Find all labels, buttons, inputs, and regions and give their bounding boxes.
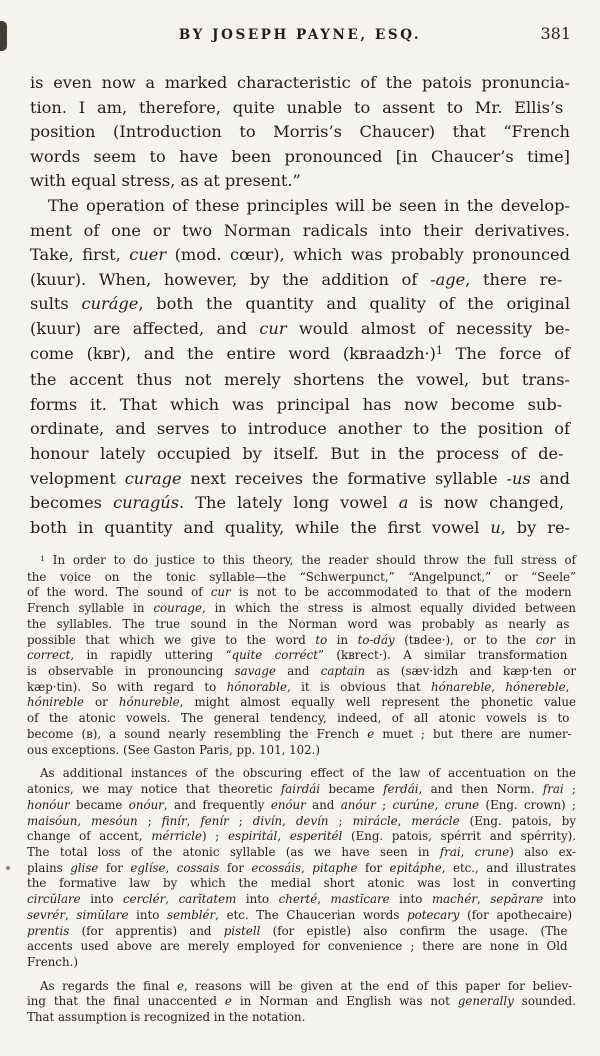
text-run: forms it. That which was principal has now become sub- xyxy=(30,394,563,414)
text-run: ecossáis xyxy=(251,860,302,875)
text-line xyxy=(27,601,576,617)
text-run: quite corréct xyxy=(231,648,318,663)
text-run: the voice on the tonic syllable—the “Schwerpunct,” “Angelpunct,” or “Seele” xyxy=(27,569,576,584)
text-line-content xyxy=(30,518,570,537)
text-line xyxy=(27,908,576,924)
text-line xyxy=(27,743,576,759)
text-run: a xyxy=(398,493,409,513)
text-line-content xyxy=(27,876,576,890)
text-run: ; xyxy=(137,813,162,828)
text-line xyxy=(27,1010,576,1026)
text-run: become (ʙ), a sound nearly resembling the French xyxy=(27,726,368,741)
text-run: (for apothecaire) xyxy=(459,907,573,922)
text-line xyxy=(27,845,576,861)
text-run: e xyxy=(367,726,375,741)
text-run: for xyxy=(357,860,390,875)
text-run: hónereble xyxy=(505,679,566,694)
text-run: sounded. xyxy=(513,994,576,1009)
text-run: ous exceptions. (See Gaston Paris, pp. 101, 102.) xyxy=(27,742,321,757)
text-run: cerclér xyxy=(123,892,166,907)
text-line xyxy=(27,861,576,877)
text-line-content xyxy=(30,395,562,414)
text-run: machér xyxy=(431,892,477,907)
text-run: enóur xyxy=(270,797,306,812)
text-line xyxy=(27,798,576,814)
text-run: The operation of these principles will be seen in the develop- xyxy=(48,195,570,215)
text-line-content xyxy=(27,924,568,938)
text-line xyxy=(30,317,570,342)
text-run: as (sæv·idzh and kæp·ten or xyxy=(365,664,576,679)
text-run: , xyxy=(317,892,331,907)
text-run: the accent thus not merely shortens the vowel, but trans- xyxy=(30,370,570,390)
text-run: frai xyxy=(439,844,461,859)
text-run: anóur xyxy=(340,797,376,812)
text-run: , xyxy=(397,813,412,828)
text-run: , might almost equally well represent the phonetic value xyxy=(179,695,576,710)
text-run: curáge xyxy=(81,294,139,314)
text-line xyxy=(27,782,576,798)
text-line xyxy=(27,664,576,680)
text-run: tion. I am, therefore, quite unable to assent to Mr. Ellis’s xyxy=(30,97,564,117)
text-run: , xyxy=(165,892,179,907)
text-line xyxy=(27,617,576,633)
text-run: ; xyxy=(375,797,393,812)
text-run: devín xyxy=(295,813,329,828)
text-run: epitáphe xyxy=(389,860,442,875)
text-run: , xyxy=(434,797,445,812)
text-line-content xyxy=(27,861,576,875)
text-line xyxy=(30,120,570,145)
text-run: of the word. The sound of xyxy=(27,585,211,600)
text-run: Take, first, xyxy=(30,245,130,265)
text-run: sevrér xyxy=(27,907,65,922)
text-run: , xyxy=(64,907,77,922)
text-run: -us xyxy=(506,468,531,488)
text-line-content xyxy=(27,617,569,631)
paragraph xyxy=(27,766,576,970)
text-line-content xyxy=(30,122,570,141)
paragraph xyxy=(27,979,576,1026)
text-run: is observable in pronouncing xyxy=(27,664,235,679)
text-line xyxy=(30,145,570,170)
running-title: BY JOSEPH PAYNE, ESQ. xyxy=(178,27,422,43)
text-run: ) ; xyxy=(201,829,228,844)
text-run: would almost of necessity be- xyxy=(286,318,570,338)
text-line-content xyxy=(27,798,576,812)
text-run: (Eng. patois, spérrit and spérrity). xyxy=(342,829,577,844)
text-run: ) also ex- xyxy=(509,844,576,859)
text-run: or xyxy=(84,695,119,710)
text-run: , both the quantity and quality of the original xyxy=(138,294,570,314)
text-run: the syllables. The true sound in the Norman word was probably as nearly as xyxy=(27,616,570,631)
text-run: became xyxy=(320,782,384,797)
text-line-content xyxy=(27,727,572,741)
text-line xyxy=(30,194,570,219)
page-number: 381 xyxy=(540,24,571,43)
text-line-content xyxy=(27,633,576,647)
text-line-content xyxy=(27,814,576,828)
text-run: in Norman and English was not xyxy=(231,994,458,1009)
text-run: ment of one or two Norman radicals into their derivatives. xyxy=(30,220,570,240)
text-run: , etc. The Chaucerian words xyxy=(215,907,408,922)
text-line xyxy=(30,169,570,194)
text-run: fenír xyxy=(200,813,229,828)
text-run: mirácle xyxy=(352,813,398,828)
text-run: kæp·tin). So with regard to xyxy=(27,679,227,694)
text-run: into xyxy=(128,907,167,922)
text-run: 1 xyxy=(40,553,45,563)
text-run: . The lately long vowel xyxy=(179,493,399,513)
text-line xyxy=(27,829,576,845)
text-run: ” (kʙrect·). A similar transformation xyxy=(317,648,568,663)
text-run: into xyxy=(389,892,432,907)
text-run: for xyxy=(219,860,252,875)
text-run: crune xyxy=(444,797,480,812)
text-run: prentis xyxy=(27,923,70,938)
text-run: into xyxy=(80,892,123,907)
text-line-content xyxy=(27,711,569,725)
text-run: velopment xyxy=(30,468,125,488)
text-run: (kuur). When, however, by the addition of xyxy=(30,269,431,289)
text-line xyxy=(30,368,570,393)
text-line xyxy=(30,243,570,268)
text-run: fairdái xyxy=(280,782,321,797)
text-line-content xyxy=(40,766,576,780)
text-run: hónureble xyxy=(118,695,180,710)
text-run: , xyxy=(460,844,475,859)
text-line-content xyxy=(40,979,572,993)
text-run: with equal stress, as at present.” xyxy=(30,171,301,191)
text-run: simŭlare xyxy=(76,907,129,922)
text-run: (Eng. crown) ; xyxy=(479,797,577,812)
text-run: hónireble xyxy=(27,695,84,710)
text-line-content xyxy=(48,196,570,215)
text-line xyxy=(27,680,576,696)
text-line xyxy=(30,417,570,442)
text-run: accents used above are merely employed for convenience ; there are none in Old xyxy=(27,939,568,954)
text-line xyxy=(27,814,576,830)
text-run: frai xyxy=(542,782,564,797)
text-run: atonics, we may notice that theoretic xyxy=(27,782,281,797)
text-run: ferdái xyxy=(383,782,419,797)
text-line-content xyxy=(27,695,576,709)
text-run: pistell xyxy=(223,923,261,938)
text-run: change of accent, xyxy=(27,829,152,844)
text-line xyxy=(27,892,576,908)
text-line-content xyxy=(30,444,564,463)
text-line-content xyxy=(27,782,576,796)
text-run: is now changed, xyxy=(408,493,565,513)
text-line-content xyxy=(30,245,570,264)
text-line-content xyxy=(30,370,570,389)
text-run: into xyxy=(543,892,577,907)
text-line-content xyxy=(30,221,570,240)
text-run: cuer xyxy=(129,245,167,265)
text-run: cossais xyxy=(176,860,220,875)
text-run: in xyxy=(555,632,577,647)
text-line xyxy=(30,342,570,369)
text-line xyxy=(30,219,570,244)
text-line-content xyxy=(30,73,570,92)
text-run: , xyxy=(477,892,491,907)
text-line xyxy=(27,633,576,649)
text-line xyxy=(27,727,576,743)
text-run: As regards the final xyxy=(40,978,177,993)
main-text xyxy=(30,71,570,540)
text-line-content xyxy=(40,553,576,567)
text-run: , in rapidly uttering “ xyxy=(70,648,232,663)
text-line xyxy=(27,994,576,1010)
text-run: crune xyxy=(474,844,510,859)
text-run: potecary xyxy=(407,907,460,922)
text-run: words seem to have been pronounced [in Chaucer’s time] xyxy=(30,146,570,166)
text-run: , and frequently xyxy=(163,797,271,812)
text-run: , xyxy=(186,813,201,828)
text-line-content xyxy=(27,648,567,662)
text-run: divín xyxy=(252,813,283,828)
paragraph xyxy=(30,71,570,194)
text-run: , by re- xyxy=(500,517,570,537)
text-run: correct xyxy=(27,648,71,663)
text-run: -age xyxy=(430,269,466,289)
text-run: to-dáy xyxy=(357,632,395,647)
text-run: and xyxy=(530,468,571,488)
text-run: , in which the stress is almost equally divided between xyxy=(201,601,576,616)
text-run: (mod. cœur), which was probably pronounced xyxy=(166,245,570,265)
text-line xyxy=(30,393,570,418)
text-run: is not to be accommodated to that of the modern xyxy=(230,585,572,600)
text-line xyxy=(27,648,576,664)
text-run: eglíse xyxy=(130,860,166,875)
text-line xyxy=(27,766,576,782)
text-run: As additional instances of the obscuring effect of the law of accentuation on the xyxy=(40,766,576,781)
text-line-content xyxy=(30,419,570,438)
text-line-content xyxy=(27,955,78,969)
text-run: the formative law by which the medial short atonic was lost in converting xyxy=(27,876,576,891)
text-line-content xyxy=(30,270,562,289)
text-run: ; xyxy=(228,813,253,828)
text-run: hónorable xyxy=(226,679,287,694)
text-run: becomes xyxy=(30,493,114,513)
paragraph xyxy=(27,553,576,758)
text-run: sults xyxy=(30,294,82,314)
text-run: courage xyxy=(153,601,202,616)
text-run: u xyxy=(490,517,501,537)
text-run: position (Introduction to Morris’s Chaucer) that “French xyxy=(30,122,570,142)
text-line-content xyxy=(27,601,576,615)
text-line xyxy=(27,553,576,570)
text-line xyxy=(30,292,570,317)
text-run: cur xyxy=(210,585,231,600)
text-line xyxy=(27,939,576,955)
text-line xyxy=(27,924,576,940)
text-run: muet ; but there are numer- xyxy=(374,726,572,741)
text-line xyxy=(27,570,576,586)
text-line-content xyxy=(30,319,570,338)
text-run: , xyxy=(277,829,290,844)
text-run: , xyxy=(77,813,92,828)
text-run: , xyxy=(165,860,177,875)
text-run: French.) xyxy=(27,954,78,969)
text-line-content xyxy=(27,680,569,694)
text-run: curage xyxy=(124,468,182,488)
text-line xyxy=(27,979,576,995)
text-run: (kuur) are affected, and xyxy=(30,318,260,338)
text-run: , and then Norm. xyxy=(418,782,543,797)
text-run: both in quantity and quality, while the first vowel xyxy=(30,517,491,537)
text-line xyxy=(27,585,576,601)
text-line xyxy=(27,695,576,711)
text-line xyxy=(27,876,576,892)
text-run: finír xyxy=(161,813,187,828)
text-run: (for apprentis) and xyxy=(69,923,224,938)
text-run: onóur xyxy=(128,797,164,812)
text-run: , reasons will be given at the end of this paper for believ- xyxy=(183,978,573,993)
text-line xyxy=(30,442,570,467)
text-run: (Eng. patois, by xyxy=(459,813,576,828)
text-line-content xyxy=(27,664,576,678)
text-run: honóur xyxy=(27,797,70,812)
text-run: circŭlare xyxy=(27,892,81,907)
text-run: plains xyxy=(27,860,71,875)
text-run: and xyxy=(275,664,321,679)
text-run: pitaphe xyxy=(312,860,358,875)
paragraph xyxy=(30,194,570,540)
text-run: ordinate, and serves to introduce another to the position of xyxy=(30,419,570,439)
text-run: In order to do justice to this theory, the reader should throw the full stress of xyxy=(44,553,576,567)
text-run: honour lately occupied by itself. But in the process of de- xyxy=(30,443,564,463)
text-run: mérricle xyxy=(151,829,202,844)
text-run: The force of xyxy=(442,343,570,363)
text-run: ing that the final unaccented xyxy=(27,994,225,1009)
text-run: , xyxy=(301,860,313,875)
text-run: cherté xyxy=(278,892,318,907)
text-line xyxy=(30,491,570,516)
text-run: maisóun xyxy=(27,813,78,828)
text-run: sepărare xyxy=(490,892,544,907)
text-run: cor xyxy=(535,632,556,647)
text-run: captain xyxy=(320,664,366,679)
text-run: savage xyxy=(234,664,276,679)
text-run: next receives the formative syllable xyxy=(181,468,507,488)
text-line-content xyxy=(27,829,576,843)
text-line xyxy=(30,467,570,492)
text-run: espiritál xyxy=(228,829,278,844)
text-line-content xyxy=(27,994,576,1008)
text-line-content xyxy=(30,469,570,488)
text-line xyxy=(27,955,576,971)
text-line-content xyxy=(30,493,564,512)
text-run: curagús xyxy=(113,493,180,513)
text-run: and xyxy=(305,797,341,812)
text-line-content xyxy=(30,344,570,363)
text-run: merácle xyxy=(411,813,460,828)
text-line xyxy=(30,71,570,96)
text-run: curúne xyxy=(392,797,435,812)
text-run: 1 xyxy=(435,343,443,357)
text-run: (tʙdee·), or to the xyxy=(394,632,536,647)
text-run: e xyxy=(224,994,232,1009)
text-run: carĭtatem xyxy=(178,892,237,907)
text-line-content xyxy=(30,98,563,117)
text-line-content xyxy=(27,939,568,953)
text-line-content xyxy=(30,147,570,166)
text-run: French syllable in xyxy=(27,601,154,616)
text-line-content xyxy=(27,570,576,584)
text-run: come (kʙr), and the entire word (kʙraadzh·) xyxy=(30,343,436,363)
text-line-content xyxy=(27,892,576,906)
text-run: semblér xyxy=(166,907,216,922)
text-line-content xyxy=(27,1010,305,1024)
text-run: , xyxy=(565,679,570,694)
text-run: , there re- xyxy=(465,269,563,289)
text-line-content xyxy=(30,294,570,313)
text-run: That assumption is recognized in the notation. xyxy=(27,1010,306,1025)
text-run: of the atonic vowels. The general tendency, indeed, of all atonic vowels is to xyxy=(27,711,570,726)
text-run: ; xyxy=(328,813,353,828)
text-run: for xyxy=(98,860,131,875)
text-line xyxy=(30,96,570,121)
text-line-content xyxy=(30,171,301,190)
text-run: cur xyxy=(259,318,287,338)
text-run: possible that which we give to the word xyxy=(27,632,316,647)
text-line-content xyxy=(27,908,572,922)
text-line xyxy=(30,268,570,293)
scan-artifact-icon xyxy=(0,21,7,51)
text-run: ; xyxy=(563,782,576,797)
footnotes xyxy=(27,553,576,1026)
text-run: mesóun xyxy=(91,813,138,828)
text-run: , etc., and illustrates xyxy=(441,860,577,875)
text-run: into xyxy=(236,892,279,907)
text-line-content xyxy=(27,743,320,757)
text-run: is even now a marked characteristic of the patois pronuncia- xyxy=(30,73,570,92)
text-line xyxy=(30,516,570,541)
text-run: became xyxy=(69,797,129,812)
text-run: esperitél xyxy=(289,829,343,844)
text-run: e xyxy=(176,978,184,993)
scan-speck-icon xyxy=(6,866,10,870)
text-line-content xyxy=(27,585,572,599)
text-run: to xyxy=(315,632,328,647)
text-run: , it is obvious that xyxy=(286,679,431,694)
text-run: mastĭcare xyxy=(330,892,390,907)
text-line xyxy=(27,711,576,727)
text-run: The total loss of the atonic syllable (as we have seen in xyxy=(27,844,440,859)
text-run: , xyxy=(282,813,296,828)
text-run: glise xyxy=(70,860,99,875)
text-run: generally xyxy=(457,994,514,1009)
text-run: in xyxy=(327,632,358,647)
text-run: , xyxy=(491,679,506,694)
text-run: hónareble xyxy=(430,679,492,694)
text-line-content xyxy=(27,845,576,859)
text-run: (for epistle) also confirm the usage. (The xyxy=(260,923,568,938)
